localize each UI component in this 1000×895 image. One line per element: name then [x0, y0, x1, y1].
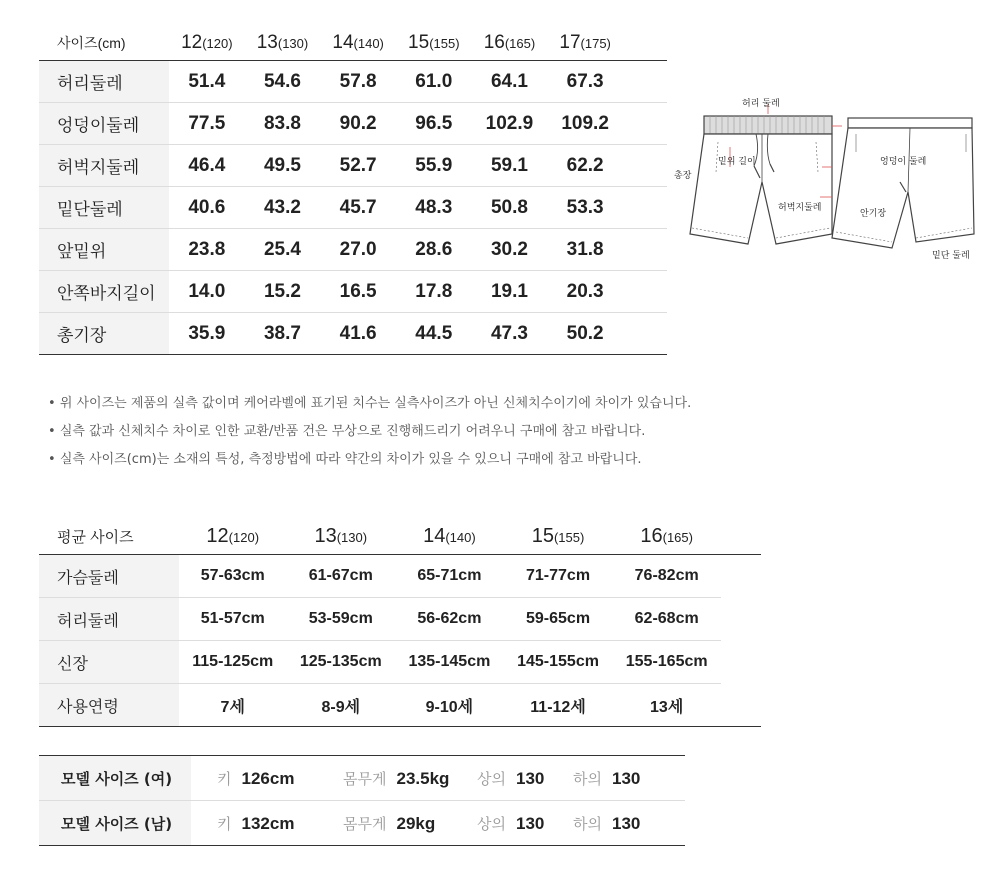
size-value-cell: 31.8 [547, 229, 623, 271]
model-bottom-value: 130 [611, 768, 641, 788]
size-value-cell: 52.7 [320, 145, 396, 187]
avg-col-header: 12(120) [179, 518, 286, 555]
size-table-row [39, 103, 667, 145]
shorts-back-illustration [832, 118, 974, 248]
model-top-cell [451, 801, 547, 846]
avg-col-header: 13(130) [286, 518, 395, 555]
size-row-label: 허벅지둘레 [39, 145, 169, 187]
size-col-header: 14(140) [320, 26, 396, 61]
size-value-cell: 38.7 [245, 313, 321, 355]
size-value-cell: 102.9 [472, 103, 548, 145]
avg-value-cell: 61-67cm [286, 555, 395, 598]
size-value-cell: 96.5 [396, 103, 472, 145]
size-row-label: 밑단둘레 [39, 187, 169, 229]
size-value-cell: 35.9 [169, 313, 245, 355]
model-size-table [39, 755, 685, 846]
shorts-front-illustration [690, 104, 842, 244]
avg-value-cell: 145-155cm [504, 641, 613, 684]
avg-value-cell: 9-10세 [395, 684, 504, 727]
size-value-cell: 23.8 [169, 229, 245, 271]
size-value-cell: 45.7 [320, 187, 396, 229]
avg-row-spacer [721, 555, 761, 598]
size-table [39, 26, 667, 355]
size-table-header [39, 26, 667, 61]
avg-row-spacer [721, 598, 761, 641]
avg-table-row [39, 598, 761, 641]
avg-value-cell: 135-145cm [395, 641, 504, 684]
size-table-row [39, 313, 667, 355]
model-weight-value: 29kg [396, 813, 436, 833]
model-row-label: 모델 사이즈 (여) [39, 756, 191, 801]
note-item: • 실측 값과 신체치수 차이로 인한 교환/반품 건은 무상으로 진행해드리기 어려우니 구매에 참고 바랍니다. [48, 422, 691, 450]
size-table-row [39, 229, 667, 271]
size-table-row [39, 145, 667, 187]
model-bottom-key: 하의 [573, 769, 602, 788]
model-weight-value: 23.5kg [396, 768, 450, 788]
avg-value-cell: 76-82cm [612, 555, 721, 598]
size-row-spacer [623, 187, 667, 229]
size-value-cell: 30.2 [472, 229, 548, 271]
model-top-value: 130 [515, 768, 545, 788]
avg-row-label: 가슴둘레 [39, 555, 179, 598]
avg-value-cell: 57-63cm [179, 555, 286, 598]
size-value-cell: 15.2 [245, 271, 321, 313]
size-row-label: 안쪽바지길이 [39, 271, 169, 313]
size-table-row [39, 61, 667, 103]
model-height-value: 132cm [241, 813, 295, 833]
size-value-cell: 55.9 [396, 145, 472, 187]
size-table-row [39, 271, 667, 313]
size-value-cell: 67.3 [547, 61, 623, 103]
size-row-spacer [623, 145, 667, 187]
avg-row-label: 허리둘레 [39, 598, 179, 641]
size-table-row [39, 187, 667, 229]
size-col-spacer [623, 26, 667, 61]
size-row-label: 엉덩이둘레 [39, 103, 169, 145]
size-value-cell: 40.6 [169, 187, 245, 229]
size-value-cell: 59.1 [472, 145, 548, 187]
avg-col-spacer [721, 518, 761, 555]
size-col-header: 17(175) [547, 26, 623, 61]
avg-value-cell: 56-62cm [395, 598, 504, 641]
avg-table-header-label: 평균 사이즈 [39, 518, 179, 555]
avg-value-cell: 11-12세 [504, 684, 613, 727]
avg-table-header [39, 518, 761, 555]
size-row-label: 허리둘레 [39, 61, 169, 103]
model-weight-key: 몸무게 [343, 814, 387, 833]
size-value-cell: 109.2 [547, 103, 623, 145]
size-notes [48, 394, 691, 478]
avg-value-cell: 125-135cm [286, 641, 395, 684]
label-inseam: 안기장 [860, 209, 887, 219]
label-hip: 엉덩이 둘레 [880, 157, 927, 167]
avg-table-row [39, 555, 761, 598]
size-col-header: 16(165) [472, 26, 548, 61]
size-value-cell: 61.0 [396, 61, 472, 103]
avg-value-cell: 8-9세 [286, 684, 395, 727]
avg-value-cell: 13세 [612, 684, 721, 727]
model-weight-key: 몸무게 [343, 769, 387, 788]
model-top-key: 상의 [477, 814, 506, 833]
note-item: • 실측 사이즈(cm)는 소재의 특성, 측정방법에 따라 약간의 차이가 있을 수 있으니 구매에 참고 바랍니다. [48, 450, 691, 478]
size-row-spacer [623, 229, 667, 271]
avg-col-header: 14(140) [395, 518, 504, 555]
avg-value-cell: 51-57cm [179, 598, 286, 641]
size-value-cell: 14.0 [169, 271, 245, 313]
model-top-value: 130 [515, 813, 545, 833]
size-row-label: 앞밑위 [39, 229, 169, 271]
size-row-spacer [623, 61, 667, 103]
size-row-spacer [623, 103, 667, 145]
size-value-cell: 46.4 [169, 145, 245, 187]
size-value-cell: 47.3 [472, 313, 548, 355]
size-value-cell: 50.2 [547, 313, 623, 355]
size-value-cell: 25.4 [245, 229, 321, 271]
label-waist: 허리 둘레 [742, 99, 780, 109]
avg-value-cell: 155-165cm [612, 641, 721, 684]
model-bottom-value: 130 [611, 813, 641, 833]
size-value-cell: 43.2 [245, 187, 321, 229]
size-value-cell: 64.1 [472, 61, 548, 103]
model-bottom-cell [547, 801, 685, 846]
size-value-cell: 48.3 [396, 187, 472, 229]
avg-value-cell: 7세 [179, 684, 286, 727]
avg-row-spacer [721, 641, 761, 684]
size-value-cell: 28.6 [396, 229, 472, 271]
avg-table-row [39, 684, 761, 727]
model-height-cell [191, 756, 317, 801]
avg-value-cell: 65-71cm [395, 555, 504, 598]
size-value-cell: 90.2 [320, 103, 396, 145]
size-value-cell: 20.3 [547, 271, 623, 313]
shorts-measurement-diagram [670, 92, 990, 272]
size-value-cell: 53.3 [547, 187, 623, 229]
model-weight-cell [317, 801, 451, 846]
model-bottom-cell [547, 756, 685, 801]
size-value-cell: 51.4 [169, 61, 245, 103]
size-col-header: 15(155) [396, 26, 472, 61]
avg-row-spacer [721, 684, 761, 727]
model-height-value: 126cm [241, 768, 295, 788]
size-row-label: 총기장 [39, 313, 169, 355]
size-value-cell: 27.0 [320, 229, 396, 271]
size-row-spacer [623, 271, 667, 313]
size-value-cell: 57.8 [320, 61, 396, 103]
model-row-label: 모델 사이즈 (남) [39, 801, 191, 846]
size-value-cell: 62.2 [547, 145, 623, 187]
model-row [39, 756, 685, 801]
average-size-table [39, 518, 761, 727]
avg-col-header: 15(155) [504, 518, 613, 555]
avg-table-row [39, 641, 761, 684]
size-value-cell: 54.6 [245, 61, 321, 103]
model-height-key: 키 [217, 814, 232, 833]
avg-value-cell: 71-77cm [504, 555, 613, 598]
avg-col-header: 16(165) [612, 518, 721, 555]
size-value-cell: 19.1 [472, 271, 548, 313]
avg-value-cell: 115-125cm [179, 641, 286, 684]
size-value-cell: 16.5 [320, 271, 396, 313]
label-hem: 밑단 둘레 [932, 251, 970, 261]
model-top-cell [451, 756, 547, 801]
size-value-cell: 50.8 [472, 187, 548, 229]
note-item: • 위 사이즈는 제품의 실측 값이며 케어라벨에 표기된 치수는 실측사이즈가 아닌 신체치수이기에 차이가 있습니다. [48, 394, 691, 422]
size-value-cell: 83.8 [245, 103, 321, 145]
avg-value-cell: 62-68cm [612, 598, 721, 641]
label-rise: 밑위 길이 [718, 157, 756, 167]
model-bottom-key: 하의 [573, 814, 602, 833]
size-value-cell: 44.5 [396, 313, 472, 355]
size-value-cell: 49.5 [245, 145, 321, 187]
size-col-header: 12(120) [169, 26, 245, 61]
avg-value-cell: 53-59cm [286, 598, 395, 641]
size-value-cell: 77.5 [169, 103, 245, 145]
model-height-cell [191, 801, 317, 846]
label-thigh: 허벅지둘레 [778, 203, 822, 213]
size-value-cell: 41.6 [320, 313, 396, 355]
model-height-key: 키 [217, 769, 232, 788]
model-top-key: 상의 [477, 769, 506, 788]
size-row-spacer [623, 313, 667, 355]
size-value-cell: 17.8 [396, 271, 472, 313]
avg-row-label: 사용연령 [39, 684, 179, 727]
label-total-length: 총장 [674, 171, 692, 181]
avg-value-cell: 59-65cm [504, 598, 613, 641]
model-row [39, 801, 685, 846]
size-table-header-label: 사이즈(cm) [39, 26, 169, 61]
avg-row-label: 신장 [39, 641, 179, 684]
size-col-header: 13(130) [245, 26, 321, 61]
model-weight-cell [317, 756, 451, 801]
